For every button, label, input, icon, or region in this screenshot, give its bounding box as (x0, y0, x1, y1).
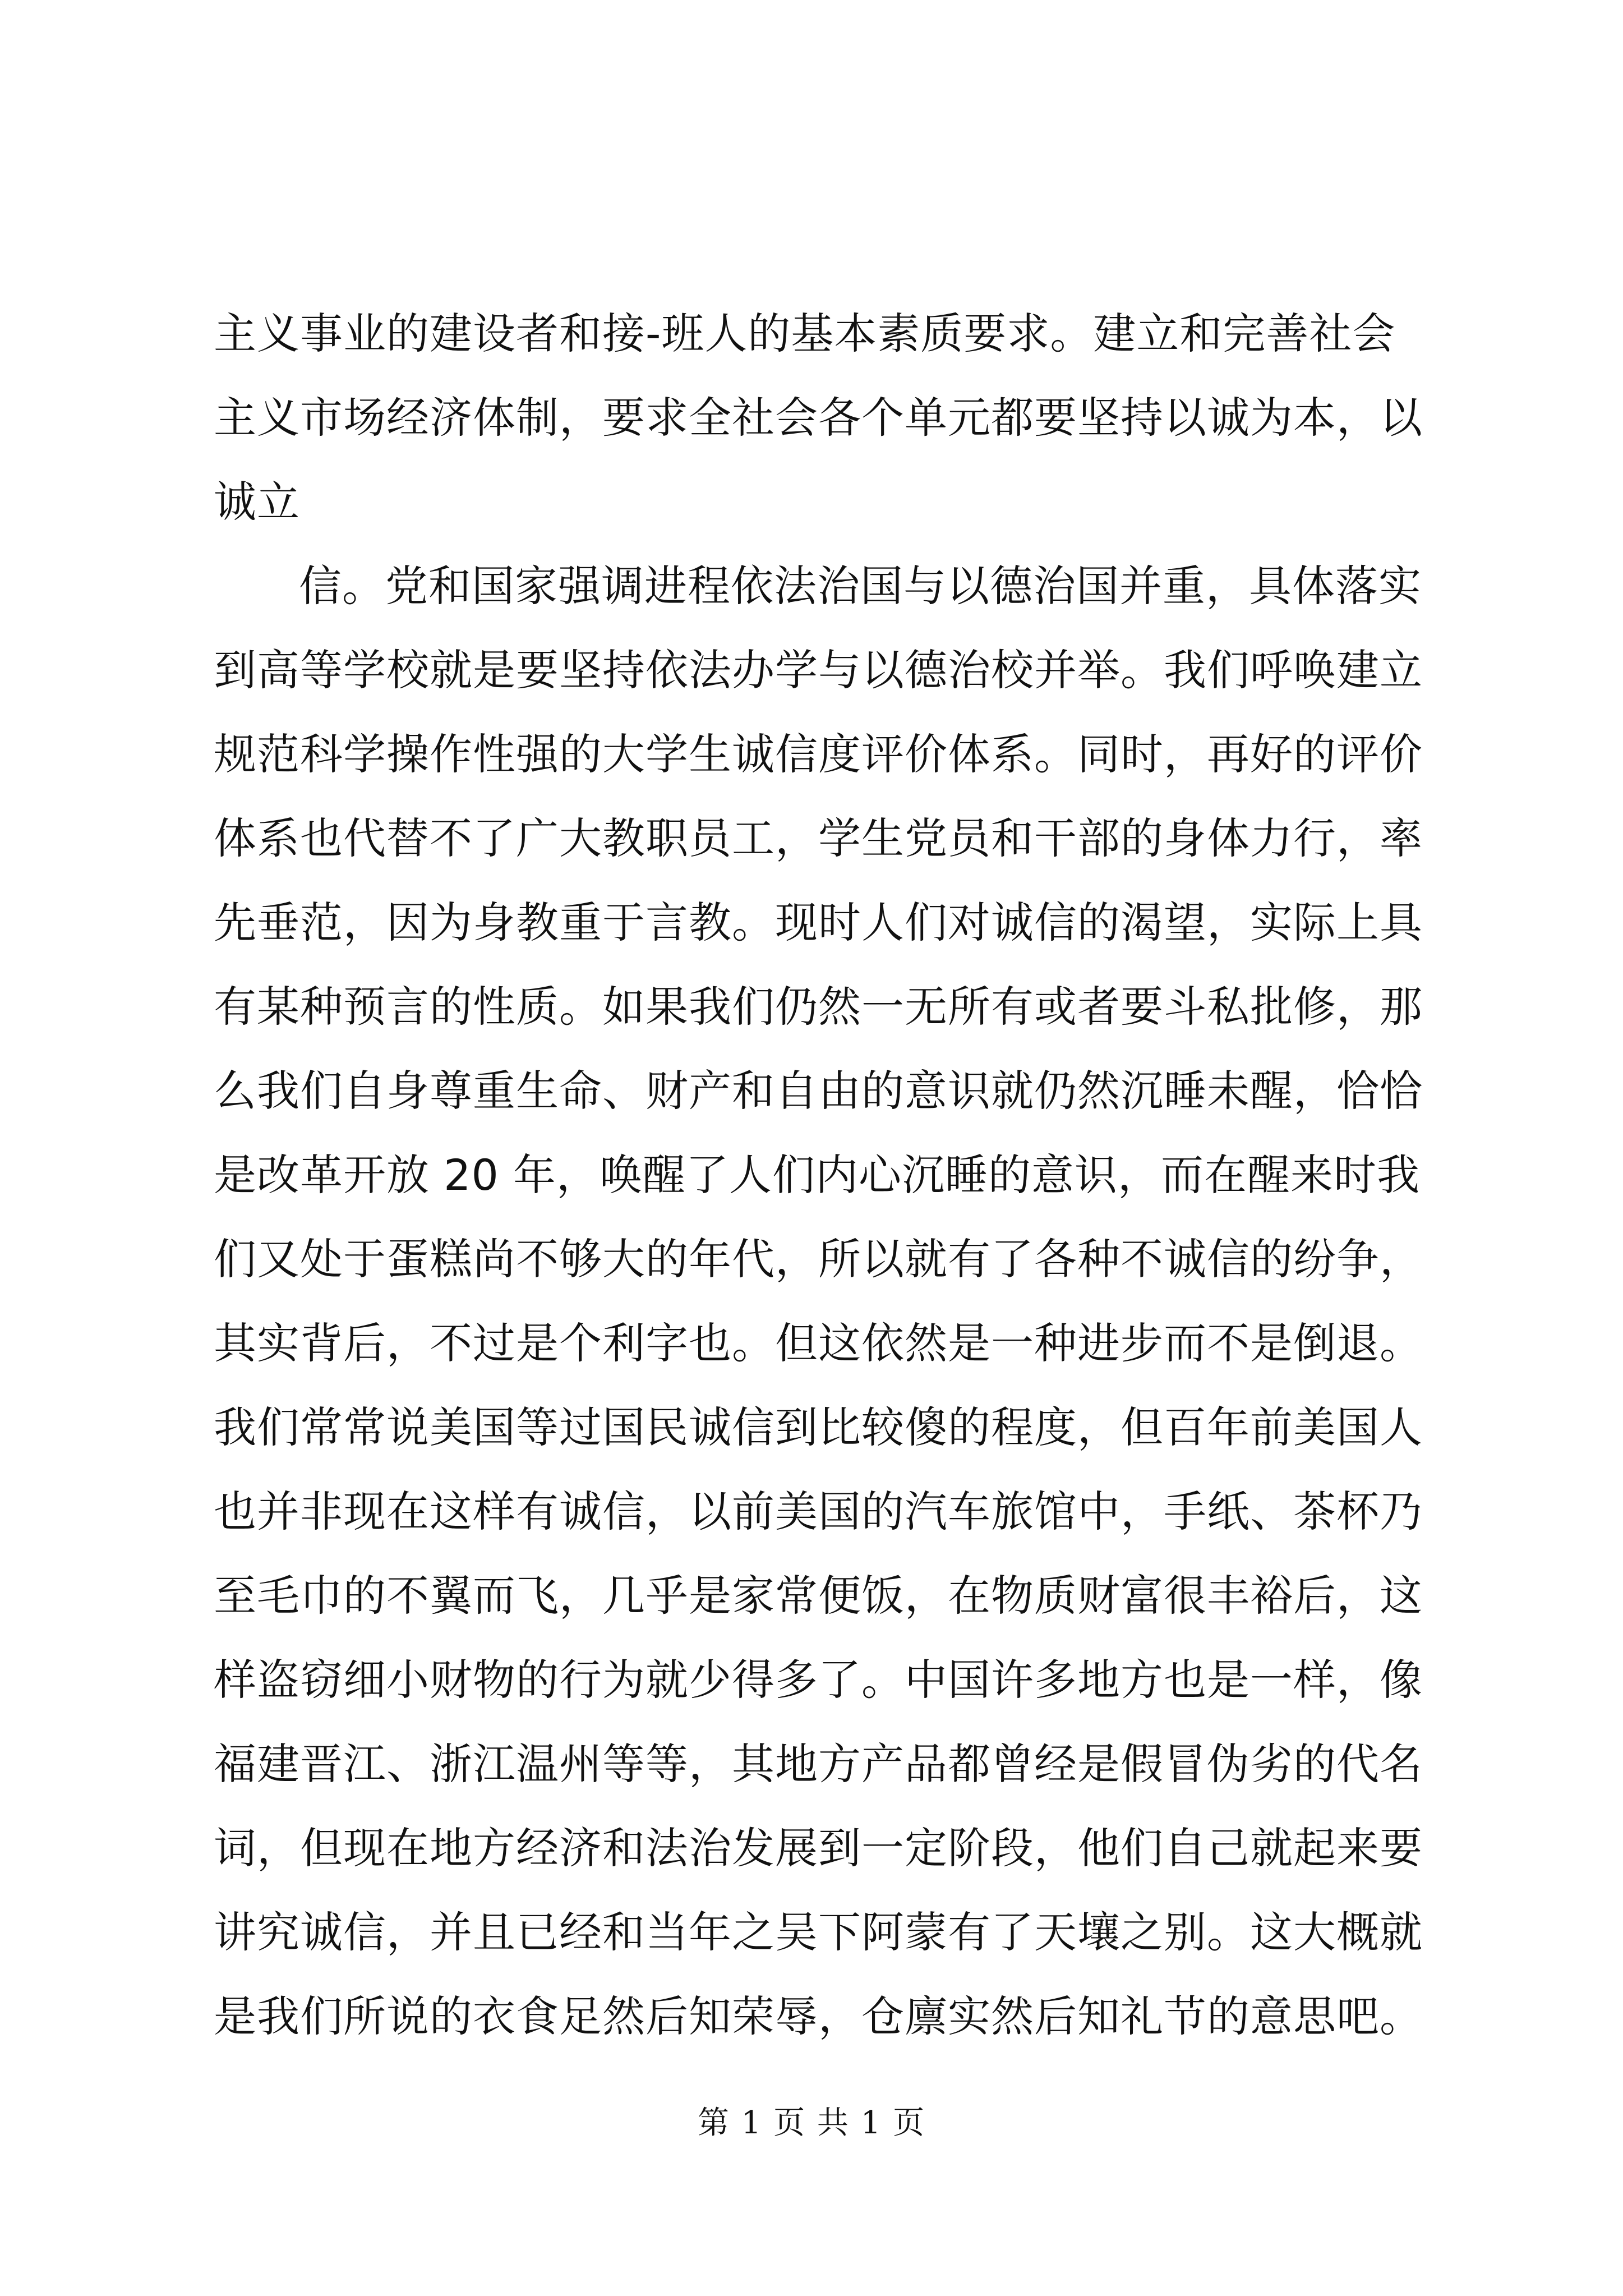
text-line: 有某种预言的性质。如果我们仍然一无所有或者要斗私批修，那 (214, 982, 1423, 1032)
text-line: 样盗窃细小财物的行为就少得多了。中国许多地方也是一样，像 (214, 1655, 1423, 1705)
text-line: 主义事业的建设者和接-班人的基本素质要求。建立和完善社会 (214, 309, 1396, 358)
text-line: 福建晋江、浙江温州等等，其地方产品都曾经是假冒伪劣的代名 (214, 1739, 1423, 1789)
text-line: 至毛巾的不翼而飞，几乎是家常便饭，在物质财富很丰裕后，这 (214, 1571, 1423, 1621)
text-line: 是改革开放 20 年，唤醒了人们内心沉睡的意识，而在醒来时我 (214, 1150, 1421, 1200)
text-line: 主义市场经济体制，要求全社会各个单元都要坚持以诚为本，以 (214, 393, 1423, 443)
body-text (214, 292, 1423, 2059)
text-line: 也并非现在这样有诚信，以前美国的汽车旅馆中，手纸、茶杯乃 (214, 1487, 1423, 1536)
text-line: 么我们自身尊重生命、财产和自由的意识就仍然沉睡未醒，恰恰 (214, 1066, 1423, 1116)
text-line: 到高等学校就是要坚持依法办学与以德治校并举。我们呼唤建立 (214, 645, 1423, 695)
text-line: 我们常常说美国等过国民诚信到比较傻的程度，但百年前美国人 (214, 1402, 1423, 1452)
paragraph-start-line: 信。党和国家强调进程依法治国与以德治国并重，具体落实 (299, 561, 1422, 611)
text-line: 先垂范，因为身教重于言教。现时人们对诚信的渴望，实际上具 (214, 898, 1423, 947)
text-line: 们又处于蛋糕尚不够大的年代，所以就有了各种不诚信的纷争， (214, 1234, 1423, 1284)
text-line: 诚立 (214, 477, 300, 527)
text-line: 是我们所说的衣食足然后知荣辱，仓廪实然后知礼节的意思吧。 (214, 1991, 1423, 2041)
text-line: 其实背后，不过是个利字也。但这依然是一种进步而不是倒退。 (214, 1318, 1423, 1368)
text-line: 词，但现在地方经济和法治发展到一定阶段，他们自己就起来要 (214, 1823, 1423, 1873)
text-line: 规范科学操作性强的大学生诚信度评价体系。同时，再好的评价 (214, 729, 1423, 779)
page-number-footer: 第 1 页 共 1 页 (697, 2105, 926, 2141)
text-line: 体系也代替不了广大教职员工，学生党员和干部的身体力行，率 (214, 813, 1423, 863)
text-line: 讲究诚信，并且已经和当年之吴下阿蒙有了天壤之别。这大概就 (214, 1907, 1423, 1957)
